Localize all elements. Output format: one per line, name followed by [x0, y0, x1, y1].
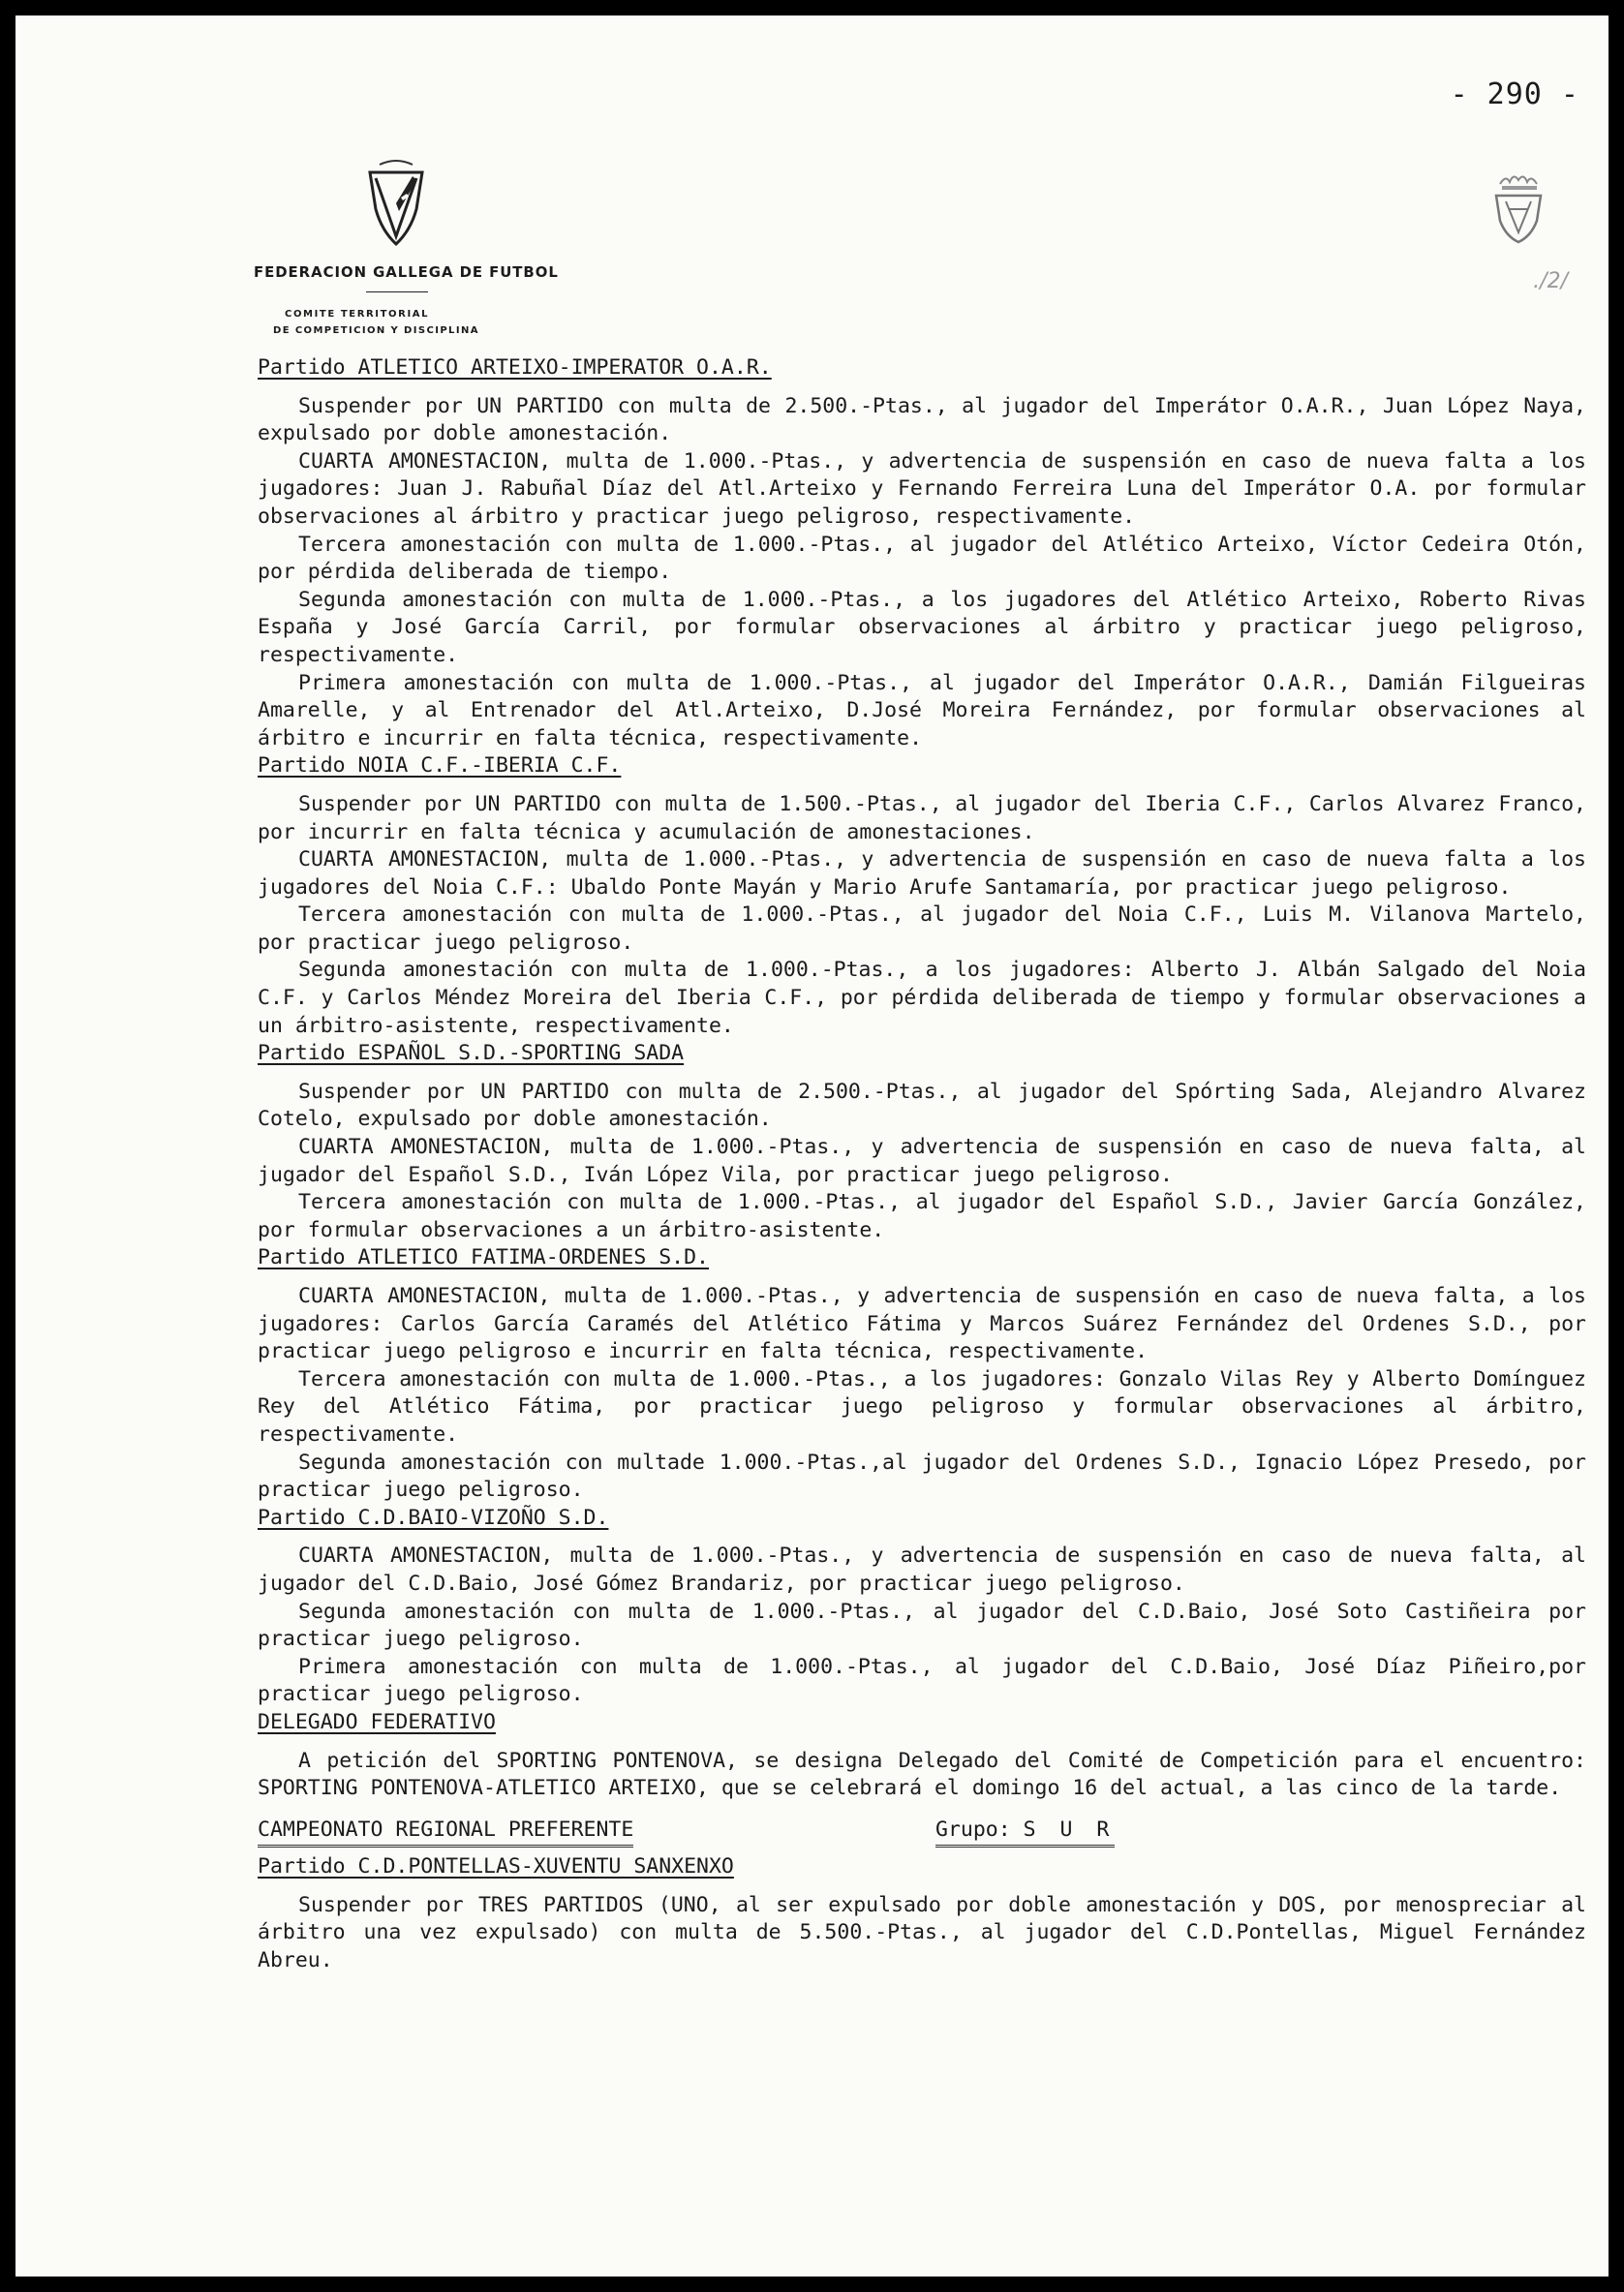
paragraph: Suspender por UN PARTIDO con multa de 2.500.-Ptas., al jugador del Imperátor O.A.R., Juan López Naya, expulsado por doble amonestación.	[258, 393, 1586, 446]
paragraph: Tercera amonestación con multa de 1.000.-Ptas., al jugador del Español S.D., Javier García González, por formular observaciones a un árbitro-asistente.	[258, 1190, 1586, 1242]
paragraph: A petición del SPORTING PONTENOVA, se designa Delegado del Comité de Competición para el encuentro: SPORTING PONTENOVA-ATLETICO ARTEIXO, que se celebrará el domingo 16 del actual, a las cinco de la tarde.	[258, 1748, 1586, 1801]
paragraph: CUARTA AMONESTACION, multa de 1.000.-Ptas., y advertencia de suspensión en caso de nueva falta a los jugadores: Juan J. Rabuñal Díaz del Atl.Arteixo y Fernando Ferreira Luna del Imperátor O.A. por formular observaciones al árbitro y practicar juego peligroso, respectivamente.	[258, 448, 1586, 529]
section-pontellas-sanxenxo	[258, 1853, 1586, 1974]
paragraph: Segunda amonestación con multa de 1.000.-Ptas., a los jugadores: Alberto J. Albán Salgado del Noia C.F. y Carlos Méndez Moreira del Iberia C.F., por pérdida deliberada de tiempo y formular observaciones a un árbitro-asistente, respectivamente.	[258, 958, 1586, 1038]
org-subtitle-2: DE COMPETICION Y DISCIPLINA	[273, 325, 479, 336]
section-espanol-sada	[258, 1040, 1586, 1244]
paragraph: Suspender por UN PARTIDO con multa de 2.500.-Ptas., al jugador del Spórting Sada, Alejandro Alvarez Cotelo, expulsado por doble amonestación.	[258, 1079, 1586, 1132]
federation-shield-icon	[366, 159, 426, 248]
section-heading: Partido ATLETICO ARTEIXO-IMPERATOR O.A.R.	[258, 355, 772, 380]
section-fatima-ordenes	[258, 1244, 1586, 1504]
regional-header	[258, 1817, 1586, 1849]
section-heading: Partido C.D.PONTELLAS-XUVENTU SANXENXO	[258, 1854, 734, 1879]
section-baio-vizono	[258, 1505, 1586, 1709]
section-heading: Partido ATLETICO FATIMA-ORDENES S.D.	[258, 1245, 709, 1270]
corner-mark: ./2/	[1533, 269, 1568, 293]
paragraph: CUARTA AMONESTACION, multa de 1.000.-Ptas., y advertencia de suspensión en caso de nueva falta a los jugadores del Noia C.F.: Ubaldo Ponte Mayán y Mario Arufe Santamaría, por practicar juego peligroso.	[258, 847, 1586, 900]
paragraph: Segunda amonestación con multa de 1.000.-Ptas., a los jugadores del Atlético Arteixo, Roberto Rivas España y José García Carril, por formular observaciones al árbitro y practicar juego peligroso, respectivamente.	[258, 587, 1586, 667]
paragraph: Tercera amonestación con multa de 1.000.-Ptas., al jugador del Atlético Arteixo, Víctor Cedeira Otón, por pérdida deliberada de tiempo.	[258, 532, 1586, 585]
section-heading: DELEGADO FEDERATIVO	[258, 1709, 496, 1734]
group-label: Grupo:	[935, 1817, 1011, 1842]
paragraph: CUARTA AMONESTACION, multa de 1.000.-Ptas., y advertencia de suspensión en caso de nueva falta, al jugador del C.D.Baio, José Gómez Brandariz, por practicar juego peligroso.	[258, 1543, 1586, 1596]
section-delegado-federativo	[258, 1709, 1586, 1803]
paragraph: Segunda amonestación con multa de 1.000.-Ptas., al jugador del C.D.Baio, José Soto Castiñeira por practicar juego peligroso.	[258, 1599, 1586, 1652]
document-body	[258, 354, 1586, 1975]
group-value: S U R	[1023, 1817, 1116, 1842]
section-arteixo-imperator	[258, 354, 1586, 752]
section-heading: Partido C.D.BAIO-VIZOÑO S.D.	[258, 1505, 609, 1530]
section-noia-iberia	[258, 752, 1586, 1040]
paragraph: Primera amonestación con multa de 1.000.-Ptas., al jugador del C.D.Baio, José Díaz Piñeiro,por practicar juego peligroso.	[258, 1654, 1586, 1707]
paragraph: Suspender por TRES PARTIDOS (UNO, al ser expulsado por doble amonestación y DOS, por menospreciar al árbitro una vez expulsado) con multa de 5.500.-Ptas., al jugador del C.D.Pontellas, Miguel Fernández Abreu.	[258, 1892, 1586, 1973]
group-label-block	[935, 1817, 1115, 1849]
paragraph: Suspender por UN PARTIDO con multa de 1.500.-Ptas., al jugador del Iberia C.F., Carlos Alvarez Franco, por incurrir en falta técnica y acumulación de amonestaciones.	[258, 791, 1586, 844]
org-divider	[366, 291, 428, 292]
section-heading: Partido NOIA C.F.-IBERIA C.F.	[258, 753, 622, 779]
paragraph: Tercera amonestación con multa de 1.000.-Ptas., al jugador del Noia C.F., Luis M. Vilanova Martelo, por practicar juego peligroso.	[258, 902, 1586, 955]
paragraph: CUARTA AMONESTACION, multa de 1.000.-Ptas., y advertencia de suspensión en caso de nueva falta, a los jugadores: Carlos García Caramés del Atlético Fátima y Marcos Suárez Fernández del Ordenes S.D., por practicar juego peligroso e incurrir en falta técnica, respectivamente.	[258, 1284, 1586, 1364]
regional-title: CAMPEONATO REGIONAL PREFERENTE	[258, 1817, 633, 1849]
page-number: - 290 -	[1450, 77, 1579, 111]
document-page	[15, 15, 1609, 2277]
org-name: FEDERACION GALLEGA DE FUTBOL	[254, 263, 559, 281]
paragraph: Primera amonestación con multa de 1.000.-Ptas., al jugador del Imperátor O.A.R., Damián Filgueiras Amarelle, y al Entrenador del Atl.Arteixo, D.José Moreira Fernández, por formular observaciones al árbitro e incurrir en falta técnica, respectivamente.	[258, 670, 1586, 750]
paragraph: Segunda amonestación con multade 1.000.-Ptas.,al jugador del Ordenes S.D., Ignacio López Presedo, por practicar juego peligroso.	[258, 1450, 1586, 1503]
paragraph: CUARTA AMONESTACION, multa de 1.000.-Ptas., y advertencia de suspensión en caso de nueva falta, al jugador del Español S.D., Iván López Vila, por practicar juego peligroso.	[258, 1135, 1586, 1187]
crowned-emblem-icon	[1488, 165, 1548, 246]
org-subtitle-1: COMITE TERRITORIAL	[285, 309, 430, 320]
paragraph: Tercera amonestación con multa de 1.000.-Ptas., a los jugadores: Gonzalo Vilas Rey y Alberto Domínguez Rey del Atlético Fátima, por practicar juego peligroso y formular observaciones al árbitro, respectivamente.	[258, 1366, 1586, 1447]
section-heading: Partido ESPAÑOL S.D.-SPORTING SADA	[258, 1041, 685, 1066]
